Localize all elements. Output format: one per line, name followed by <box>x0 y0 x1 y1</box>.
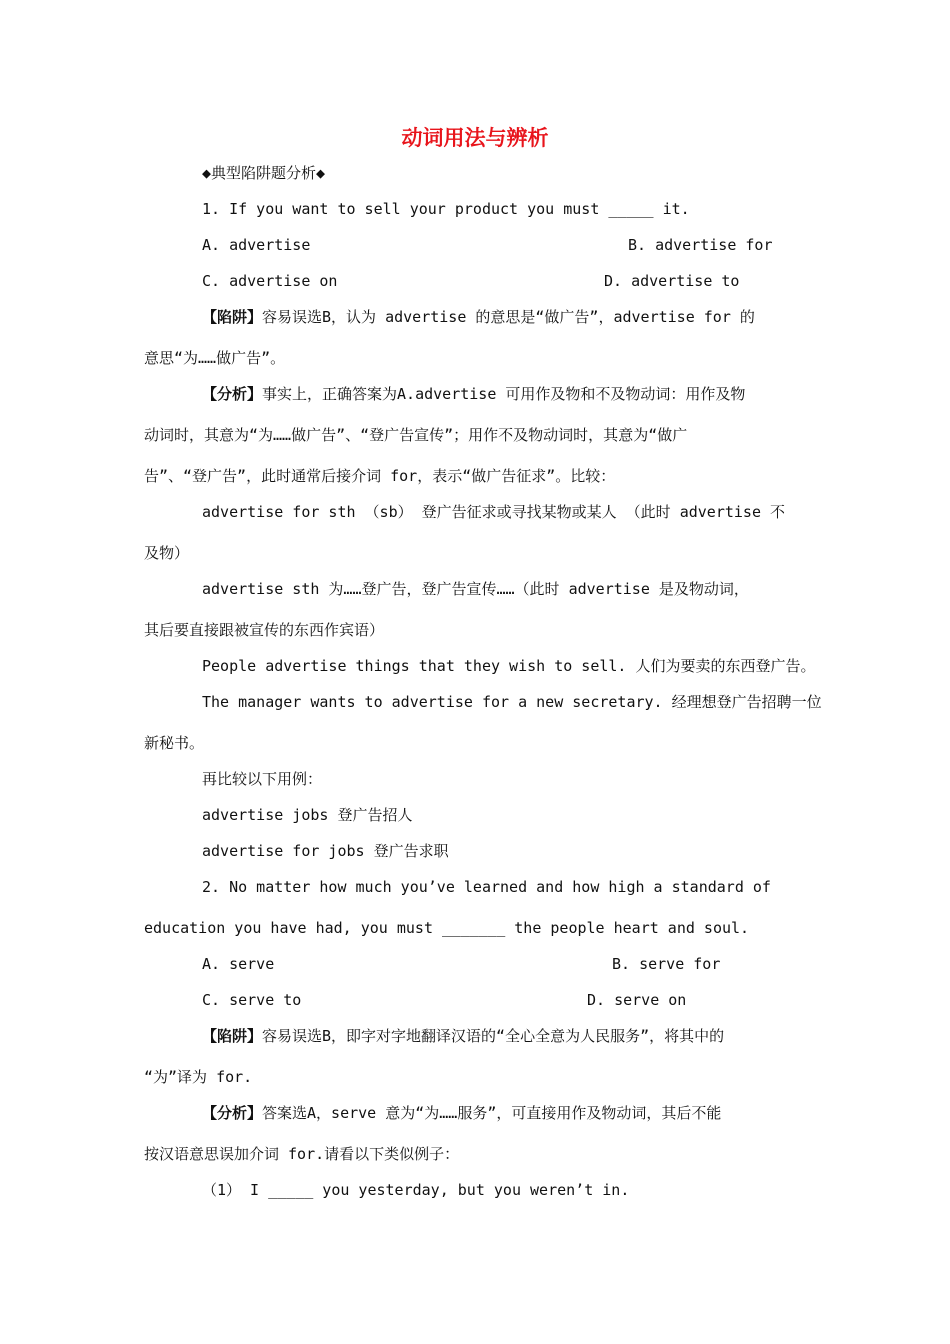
question-2-stem-line-1: 2. No matter how much you’ve learned and how high a standard of <box>202 878 771 896</box>
q2-analysis-label: 【分析】 <box>202 1104 263 1122</box>
q1-analysis-line-2: 动词时，其意为“为……做广告”、“登广告宣传”；用作不及物动词时，其意为“做广 <box>144 426 688 444</box>
q1-analysis-line-1 <box>202 384 745 404</box>
q2-trap-line-2: “为”译为 for. <box>144 1068 253 1086</box>
q1-compare-again: 再比较以下用例： <box>202 770 323 788</box>
q1-option-d: D. advertise to <box>604 272 740 290</box>
q2-option-b: B. serve for <box>612 955 721 973</box>
q1-compare-2-line-2: 其后要直接跟被宣传的东西作宾语） <box>144 621 385 639</box>
q1-analysis-text: 事实上，正确答案为A.advertise 可用作及物和不及物动词：用作及物 <box>262 385 746 403</box>
q2-trap-line-1 <box>202 1026 724 1046</box>
q1-compare-2-line-1: advertise sth 为……登广告，登广告宣传……（此时 advertise 是及物动词， <box>202 580 749 598</box>
q1-option-b: B. advertise for <box>628 236 773 254</box>
q2-trap-label: 【陷阱】 <box>202 1027 263 1045</box>
q1-trap-line-2: 意思“为……做广告”。 <box>144 349 286 367</box>
q1-usage-1: advertise jobs 登广告招人 <box>202 806 413 824</box>
q1-usage-2: advertise for jobs 登广告求职 <box>202 842 449 860</box>
q2-similar-example: （1） I _____ you yesterday, but you weren’t in. <box>202 1181 630 1199</box>
q2-analysis-line-2: 按汉语意思误加介词 for.请看以下类似例子： <box>144 1145 460 1163</box>
question-1-stem: 1. If you want to sell your product you must _____ it. <box>202 200 690 218</box>
q2-trap-text: 容易误选B，即字对字地翻译汉语的“全心全意为人民服务”，将其中的 <box>262 1027 725 1045</box>
q1-example-2-line-1: The manager wants to advertise for a new secretary. 经理想登广告招聘一位 <box>202 693 822 711</box>
page-title: 动词用法与辨析 <box>401 126 549 150</box>
question-2-stem-line-2: education you have had, you must _______ the people heart and soul. <box>144 919 750 937</box>
q1-analysis-line-3: 告”、“登广告”，此时通常后接介词 for，表示“做广告征求”。比较： <box>144 467 616 485</box>
q1-example-2-line-2: 新秘书。 <box>144 734 205 752</box>
q1-analysis-label: 【分析】 <box>202 385 263 403</box>
q1-option-a: A. advertise <box>202 236 311 254</box>
q1-trap-label: 【陷阱】 <box>202 308 263 326</box>
q2-analysis-line-1 <box>202 1103 721 1123</box>
q1-compare-1-line-1: advertise for sth （sb） 登广告征求或寻找某物或某人 （此时 advertise 不 <box>202 503 786 521</box>
q1-trap-text: 容易误选B，认为 advertise 的意思是“做广告”，advertise for 的 <box>262 308 755 326</box>
q1-example-1: People advertise things that they wish to sell. 人们为要卖的东西登广告。 <box>202 657 816 675</box>
q1-trap-line-1 <box>202 307 755 327</box>
q2-analysis-text: 答案选A，serve 意为“为……服务”，可直接用作及物动词，其后不能 <box>262 1104 722 1122</box>
q2-option-a: A. serve <box>202 955 275 973</box>
section-heading: ◆典型陷阱题分析◆ <box>202 164 326 182</box>
q2-option-c: C. serve to <box>202 991 302 1009</box>
q1-compare-1-line-2: 及物） <box>144 544 190 562</box>
q1-option-c: C. advertise on <box>202 272 338 290</box>
q2-option-d: D. serve on <box>587 991 687 1009</box>
